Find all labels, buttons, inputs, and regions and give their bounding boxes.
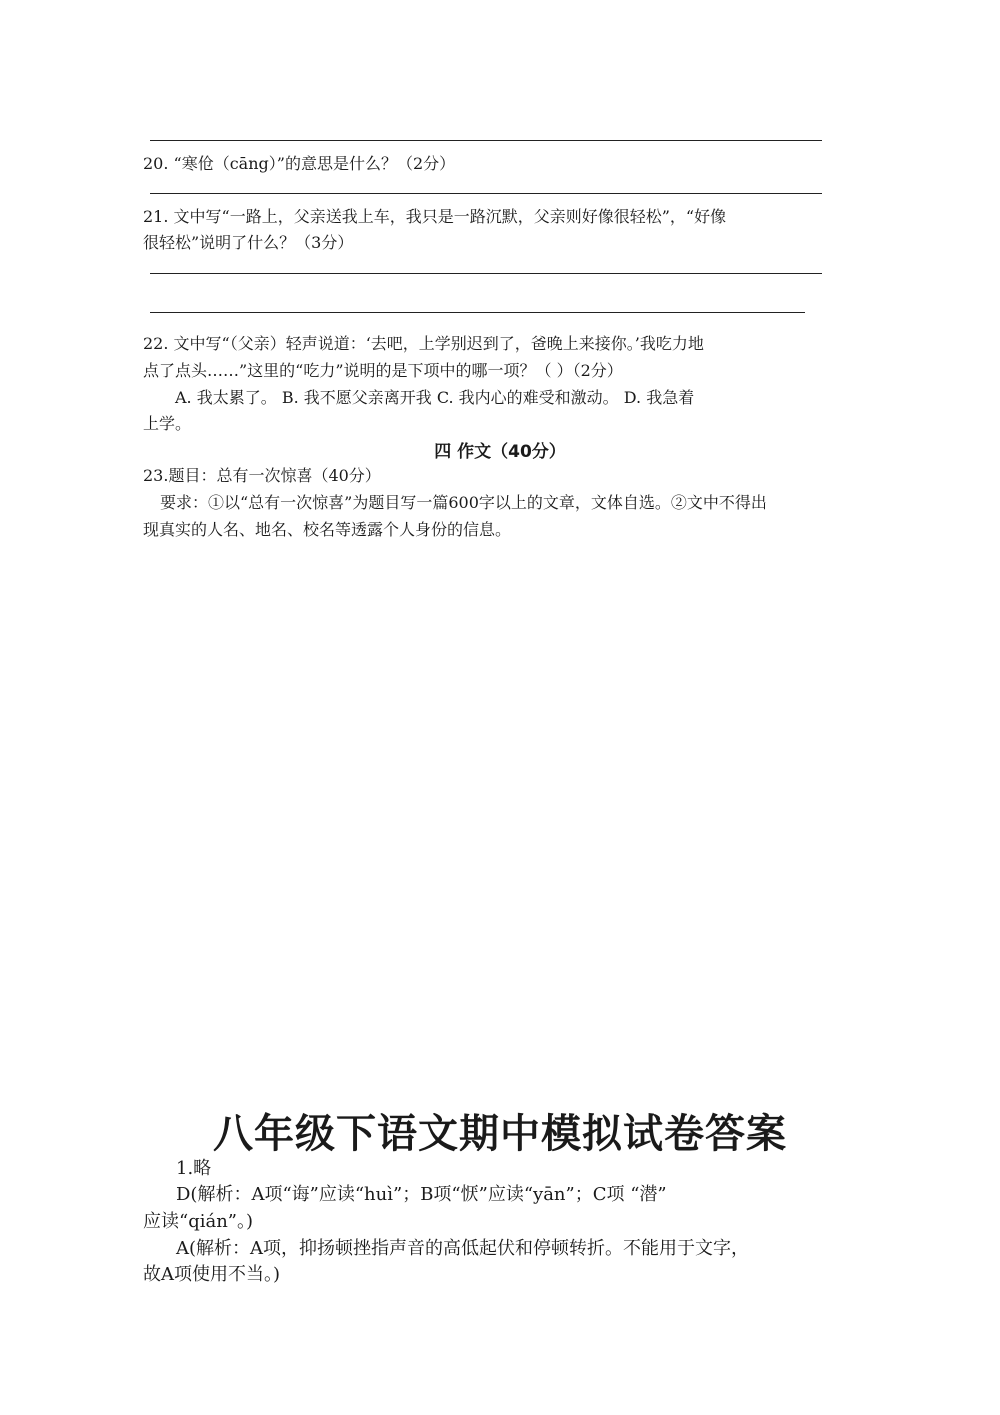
question-21-line2: 很轻松”说明了什么？（3分） [143,233,354,252]
section-heading-composition: 四 作文（40分） [434,442,566,462]
composition-requirement-line2: 现真实的人名、地名、校名等透露个人身份的信息。 [143,520,512,539]
answer-2-line2: 应读“qián”。) [143,1211,254,1232]
answer-3-line2: 故A项使用不当。) [143,1264,281,1285]
answer-key-title: 八年级下语文期中模拟试卷答案 [213,1111,787,1157]
question-22-options-cont: 上学。 [143,414,192,433]
answer-1: 1.略 [176,1158,212,1179]
answer-line-21a [150,273,822,274]
question-21-line1: 21. 文中写“一路上，父亲送我上车，我只是一路沉默，父亲则好像很轻松”，“好像 [143,207,727,226]
answer-line-21b [150,312,805,313]
question-23: 23.题目：总有一次惊喜（40分） [143,466,381,485]
question-22-options: A. 我太累了。 B. 我不愿父亲离开我 C. 我内心的难受和激动。 D. 我急着 [175,388,695,407]
question-20: 20. “寒伧（cāng）”的意思是什么？（2分） [143,154,456,173]
question-22-line1: 22. 文中写“（父亲）轻声说道：‘去吧，上学别迟到了，爸晚上来接你。’我吃力地 [143,334,704,353]
question-22-line2: 点了点头……”这里的“吃力”说明的是下项中的哪一项？（ ）（2分） [143,361,623,380]
answer-line-19 [150,140,822,141]
answer-2-line1: D(解析：A项“诲”应读“huì”；B项“恹”应读“yān”；C项 “潜” [176,1184,667,1205]
composition-requirement-line1: 要求：①以“总有一次惊喜”为题目写一篇600字以上的文章，文体自选。②文中不得出 [160,493,767,512]
answer-line-20 [150,193,822,194]
answer-3-line1: A(解析：A项，抑扬顿挫指声音的高低起伏和停顿转折。不能用于文字， [176,1238,750,1259]
